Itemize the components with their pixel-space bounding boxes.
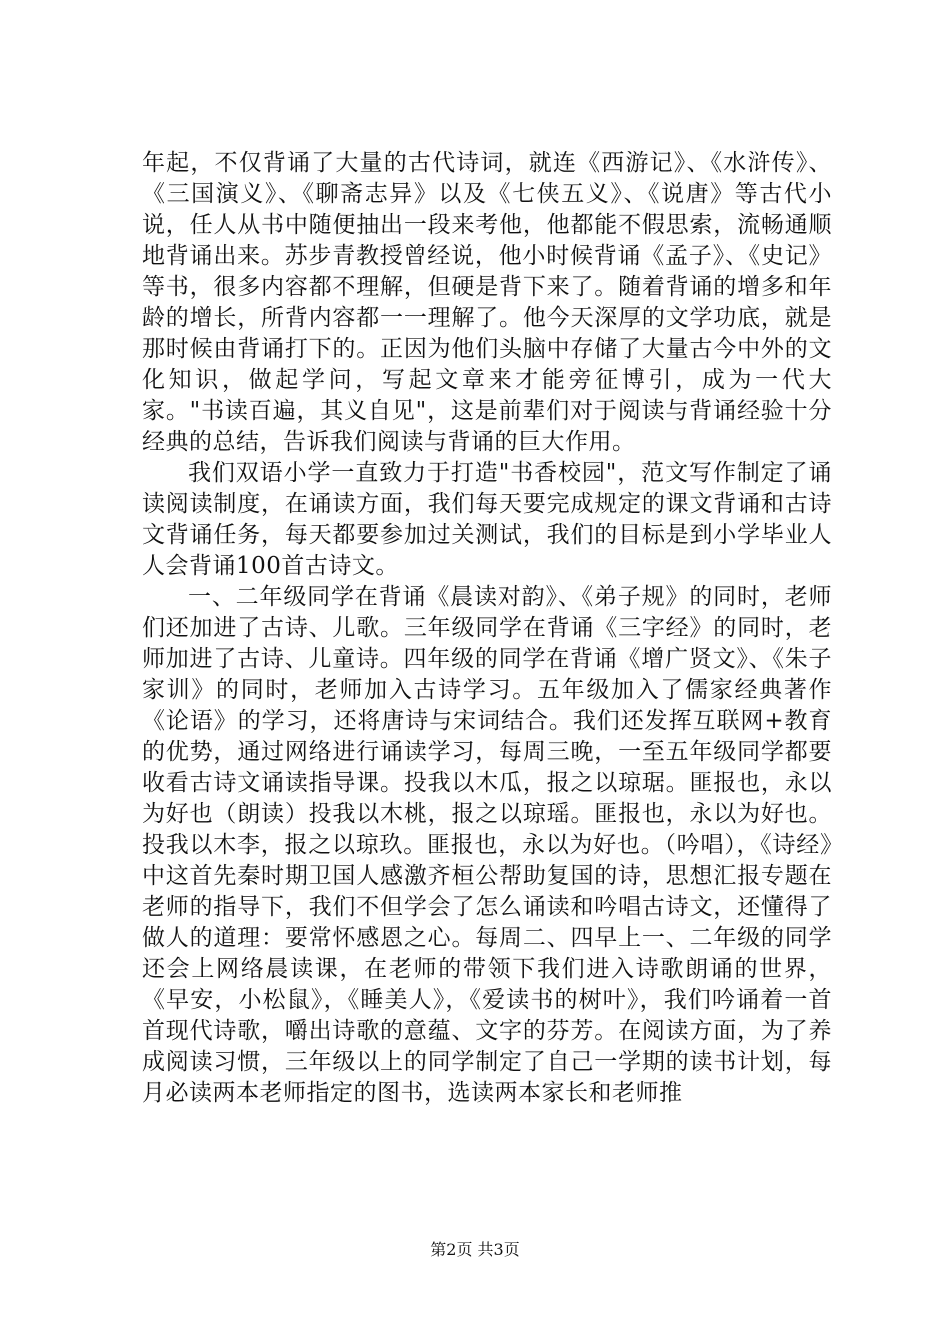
paragraph-1: 年起，不仅背诵了大量的古代诗词，就连《西游记》、《水浒传》、《三国演义》、《聊斋志异》以及《七侠五义》、《说唐》等古代小说，任人从书中随便抽出一段来考他，他都能不假思索，流畅通顺地背诵出来。苏步青教授曾经说，他小时候背诵《孟子》、《史记》等书，很多内容都不理解，但硬是背下来了。随着背诵的增多和年龄的增长，所背内容都一一理解了。他今天深厚的文学功底，就是那时候由背诵打下的。正因为他们头脑中存储了大量古今中外的文化知识，做起学问，写起文章来才能旁征博引，成为一代大家。"书读百遍，其义自见"，这是前辈们对于阅读与背诵经验十分经典的总结，告诉我们阅读与背诵的巨大作用。: [142, 150, 832, 455]
document-body: [142, 148, 832, 1109]
paragraph-3: 一、二年级同学在背诵《晨读对韵》、《弟子规》的同时，老师们还加进了古诗、儿歌。三年级同学在背诵《三字经》的同时，老师加进了古诗、儿童诗。四年级的同学在背诵《增广贤文》、《朱子家训》的同时，老师加入古诗学习。五年级加入了儒家经典著作《论语》的学习，还将唐诗与宋词结合。我们还发挥互联网+教育的优势，通过网络进行诵读学习，每周三晚，一至五年级同学都要收看古诗文诵读指导课。投我以木瓜，报之以琼琚。匪报也，永以为好也（朗读）投我以木桃，报之以琼瑶。匪报也，永以为好也。投我以木李，报之以琼玖。匪报也，永以为好也。（吟唱），《诗经》中这首先秦时期卫国人感激齐桓公帮助复国的诗，思想汇报专题在老师的指导下，我们不但学会了怎么诵读和吟唱古诗文，还懂得了做人的道理：要常怀感恩之心。每周二、四早上一、二年级的同学还会上网络晨读课，在老师的带领下我们进入诗歌朗诵的世界，《早安，小松鼠》，《睡美人》，《爱读书的树叶》，我们吟诵着一首首现代诗歌，嚼出诗歌的意蕴、文字的芬芳。在阅读方面，为了养成阅读习惯，三年级以上的同学制定了自己一学期的读书计划，每月必读两本老师指定的图书，选读两本家长和老师推: [142, 584, 832, 1106]
page-number-footer: 第2页 共3页: [430, 1240, 520, 1259]
paragraph-2: 我们双语小学一直致力于打造"书香校园"，范文写作制定了诵读阅读制度，在诵读方面，我们每天要完成规定的课文背诵和古诗文背诵任务，每天都要参加过关测试，我们的目标是到小学毕业人人会背诵100首古诗文。: [142, 460, 832, 579]
